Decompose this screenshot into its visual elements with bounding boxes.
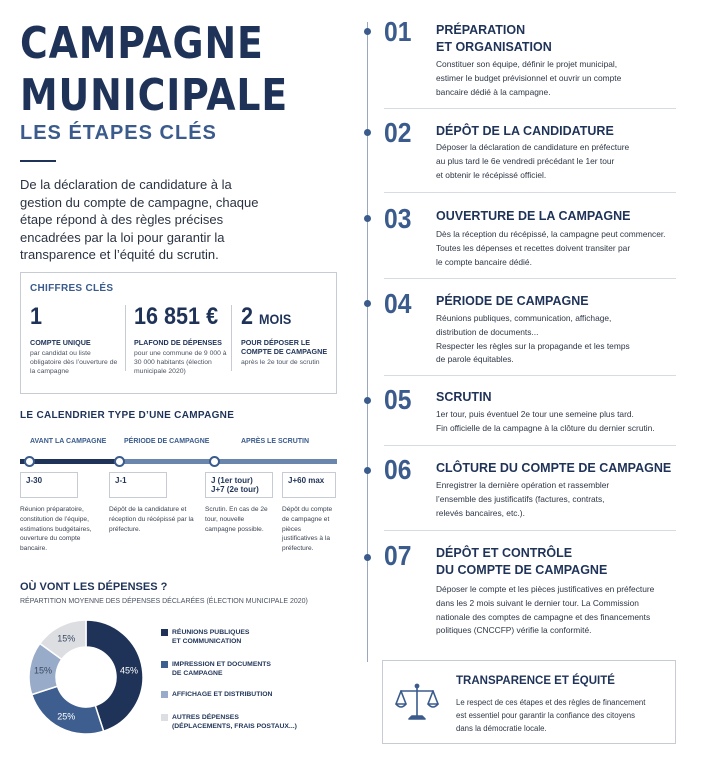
step-number: 03: [384, 203, 412, 234]
intro-paragraph: De la déclaration de candidature à la gestion du compte de campagne, chaque étape répond à des règles précises encadrées par la loi pour garantir la transparence et l’équité du scrutin.: [20, 177, 259, 262]
step-title: PÉRIODE DE CAMPAGNE: [436, 294, 589, 308]
step-title: PRÉPARATION ET ORGANISATION: [436, 23, 552, 54]
title-divider: [20, 160, 56, 162]
step-separator: [384, 192, 676, 193]
step-number: 02: [384, 117, 412, 148]
step-desc: Réunions publiques, communication, affichage, distribution de documents... Respecter les règles sur la propagande et les temps de parole équitables.: [436, 313, 630, 365]
step-title: OUVERTURE DE LA CAMPAGNE: [436, 209, 631, 223]
milestone-desc: Réunion préparatoire, constitution de l’équipe, estimations budgétaires, ouverture du compte bancaire.: [20, 506, 92, 553]
transparency-title: TRANSPARENCE ET ÉQUITÉ: [456, 675, 615, 687]
step-number: 06: [384, 454, 412, 485]
legend-swatch: [161, 714, 168, 721]
timeline-dot: [24, 456, 35, 467]
milestone-desc: Dépôt du compte de campagne et pièces justificatives à la préfecture.: [282, 506, 333, 553]
scales-of-justice-icon: [395, 682, 439, 722]
key-figure-label: POUR DÉPOSER LE COMPTE DE CAMPAGNE: [241, 338, 328, 356]
step-separator: [384, 375, 676, 376]
step-desc: Déposer la déclaration de candidature en préfecture au plus tard le 6e vendredi précédant le 1er tour et obtenir le récépissé officiel.: [436, 142, 630, 180]
legend-swatch: [161, 629, 168, 636]
key-figure-1: [30, 303, 120, 376]
step-number: 05: [384, 384, 412, 415]
key-figure-text: pour une commune de 9 000 à 30 000 habitants (élection municipale 2020): [134, 350, 227, 375]
milestone-desc: Scrutin. En cas de 2e tour, nouvelle campagne possible.: [205, 506, 268, 533]
donut-slice-label: 15%: [34, 665, 53, 676]
key-figure-divider: [231, 305, 232, 371]
timeline-dot: [114, 456, 125, 467]
milestone-date: J (1er tour) J+7 (2e tour): [205, 472, 273, 498]
step-separator: [384, 278, 676, 279]
timeline-dot: [364, 397, 371, 404]
spending-subtitle: RÉPARTITION MOYENNE DES DÉPENSES DÉCLARÉES (ÉLECTION MUNICIPALE 2020): [20, 598, 308, 605]
page-title-line1: CAMPAGNE: [20, 18, 264, 69]
step-desc: 1er tour, puis éventuel 2e tour une semeine plus tard. Fin officielle de la campagne à la clôture du dernier scrutin.: [436, 409, 655, 433]
step-desc: Constituer son équipe, définir le projet municipal, estimer le budget prévisionnel et ouvrir un compte bancaire dédié à la campagne.: [436, 59, 622, 97]
milestone-date: J-1: [109, 472, 167, 498]
spending-donut-chart: [28, 619, 144, 735]
key-figure-3: [241, 303, 333, 367]
donut-slice-label: 45%: [119, 665, 138, 676]
key-figure-divider: [125, 305, 126, 371]
key-figure-label: PLAFOND DE DÉPENSES: [134, 338, 222, 347]
key-figure-text: après le 2e tour de scrutin: [241, 359, 320, 366]
page-subtitle: LES ÉTAPES CLÉS: [20, 122, 217, 144]
calendar-title: LE CALENDRIER TYPE D’UNE CAMPAGNE: [20, 410, 235, 421]
legend-item: AUTRES DÉPENSES (DÉPLACEMENTS, FRAIS POSTAUX...): [172, 713, 297, 731]
key-figure-value: 16 851 €: [134, 303, 219, 330]
key-figures-title: CHIFFRES CLÉS: [30, 283, 114, 294]
step-number: 01: [384, 16, 412, 47]
donut-slice-label: 25%: [57, 711, 76, 722]
transparency-text: Le respect de ces étapes et des règles de financement est essentiel pour garantir la confiance des citoyens dans la démocratie locale.: [456, 698, 646, 733]
legend-item: RÉUNIONS PUBLIQUES ET COMMUNICATION: [172, 628, 249, 646]
phase-label: PÉRIODE DE CAMPAGNE: [124, 438, 210, 445]
key-figure-2: [134, 303, 229, 376]
transparency-box: [382, 660, 676, 744]
timeline-dot: [364, 28, 371, 35]
step-number: 04: [384, 288, 412, 319]
phase-label: APRÈS LE SCRUTIN: [241, 438, 310, 445]
step-title: SCRUTIN: [436, 390, 492, 404]
key-figure-value: 1: [30, 303, 43, 330]
donut-slice: [32, 686, 104, 734]
milestone-date: J+60 max: [282, 472, 336, 498]
timeline-dot: [364, 554, 371, 561]
key-figures-box: [20, 272, 337, 394]
timeline-dot: [364, 467, 371, 474]
timeline-dot: [364, 300, 371, 307]
steps-timeline-line: [367, 22, 368, 662]
step-title: DÉPÔT ET CONTRÔLE DU COMPTE DE CAMPAGNE: [436, 546, 608, 577]
milestone-desc: Dépôt de la candidature et réception du récépissé par la préfecture.: [109, 506, 194, 533]
step-separator: [384, 108, 676, 109]
step-desc: Déposer le compte et les pièces justificatives en préfecture dans les 2 mois suivant le dernier tour. La Commission nationale des comptes de campagne et des financements politiques (CNCCFP) vérifie la conformité.: [436, 584, 655, 636]
donut-slice-label: 15%: [57, 633, 76, 644]
timeline-dot: [209, 456, 220, 467]
milestone-date: J-30: [20, 472, 78, 498]
step-desc: Dès la réception du récépissé, la campagne peut commencer. Toutes les dépenses et recettes doivent transiter par le compte bancaire dédié.: [436, 229, 666, 267]
timeline-dot: [364, 215, 371, 222]
step-desc: Enregistrer la dernière opération et rassembler l’ensemble des justificatifs (factures, contrats, relevés bancaires, etc.).: [436, 480, 610, 518]
page-title-line2: MUNICIPALE: [20, 70, 289, 121]
step-number: 07: [384, 540, 412, 571]
phase-label: AVANT LA CAMPAGNE: [30, 438, 107, 445]
step-title: DÉPÔT DE LA CANDIDATURE: [436, 124, 614, 138]
legend-item: IMPRESSION ET DOCUMENTS DE CAMPAGNE: [172, 660, 271, 678]
legend-swatch: [161, 691, 168, 698]
key-figure-label: COMPTE UNIQUE: [30, 338, 91, 347]
spending-title: OÙ VONT LES DÉPENSES ?: [20, 581, 168, 593]
step-title: CLÔTURE DU COMPTE DE CAMPAGNE: [436, 461, 672, 475]
key-figure-text: par candidat ou liste obligatoire dès l’ouverture de la campagne: [30, 350, 118, 375]
step-separator: [384, 445, 676, 446]
key-figure-value: 2 MOIS: [241, 303, 292, 330]
timeline-dot: [364, 129, 371, 136]
step-separator: [384, 530, 676, 531]
legend-item: AFFICHAGE ET DISTRIBUTION: [172, 690, 272, 699]
legend-swatch: [161, 661, 168, 668]
